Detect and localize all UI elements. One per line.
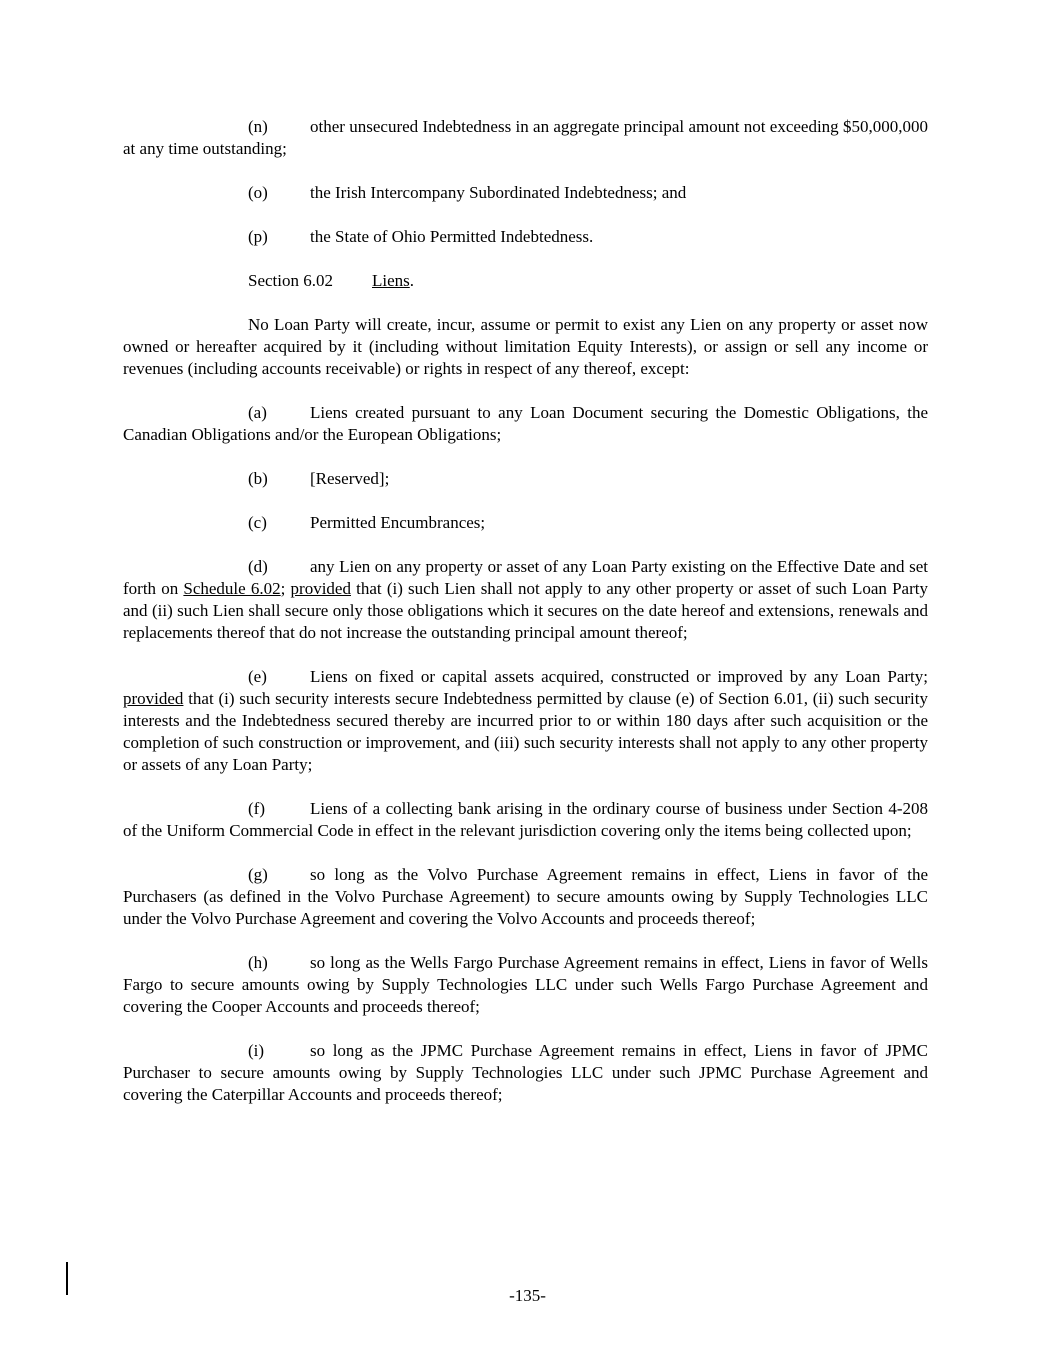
text-run: so long as the Volvo Purchase Agreement remains in effect, Liens in favor of the Purchasers (as defined in the Volvo Purchase Agreement) to secure amounts owing by Supply Technologies LLC under the Volvo Purchase Agreement and covering the Volvo Accounts and proceeds thereof; [123, 865, 928, 928]
underlined-text: provided [123, 689, 184, 708]
paragraph-label: (b) [248, 469, 268, 488]
text-run: Permitted Encumbrances; [310, 513, 486, 532]
paragraph [123, 314, 928, 380]
underlined-text: Liens [372, 271, 410, 290]
text-run: . [409, 271, 415, 290]
text-run: Liens of a collecting bank arising in the ordinary course of business under Section 4-208 of the Uniform Commercial Code in effect in the relevant jurisdiction covering only the items being collected upon; [123, 799, 928, 840]
text-run: ; [280, 579, 291, 598]
paragraph [123, 556, 928, 644]
paragraph-label: (c) [248, 513, 267, 532]
paragraph-label: (f) [248, 799, 265, 818]
paragraph-label: (g) [248, 865, 268, 884]
text-run: that (i) such Lien shall not apply to any other property or asset of such Loan Party and (ii) such Lien shall secure only those obligations which it secures on the date hereof and extensions, renewals and replacements thereof that do not increase the outstanding principal amount thereof; [123, 579, 928, 642]
paragraph-label: (a) [248, 403, 267, 422]
paragraph [123, 1040, 928, 1106]
text-run: the State of Ohio Permitted Indebtedness. [310, 227, 594, 246]
paragraph-label: (e) [248, 667, 267, 686]
paragraph-label: (o) [248, 183, 268, 202]
text-run: other unsecured Indebtedness in an aggregate principal amount not exceeding $50,000,000 at any time outstanding; [123, 117, 928, 158]
document-content [123, 116, 928, 1128]
paragraph-label: (n) [248, 117, 268, 136]
paragraph-label: (h) [248, 953, 268, 972]
paragraph [123, 116, 928, 160]
text-run: Liens on fixed or capital assets acquired, constructed or improved by any Loan Party; [310, 667, 928, 686]
text-run: that (i) such security interests secure Indebtedness permitted by clause (e) of Section 6.01, (ii) such security interests and the Indebtedness secured thereby are incurred prior to or within 180 days after such acquisition or the completion of such construction or improvement, and (iii) such security interests shall not apply to any other property or assets of any Loan Party; [123, 689, 928, 774]
paragraph [123, 182, 928, 204]
text-run: the Irish Intercompany Subordinated Indebtedness; and [310, 183, 687, 202]
paragraph-label: (p) [248, 227, 268, 246]
text-run: so long as the JPMC Purchase Agreement remains in effect, Liens in favor of JPMC Purchaser to secure amounts owing by Supply Technologies LLC under such JPMC Purchase Agreement and covering the Caterpillar Accounts and proceeds thereof; [123, 1041, 928, 1104]
text-run: Liens created pursuant to any Loan Document securing the Domestic Obligations, the Canadian Obligations and/or the European Obligations; [123, 403, 928, 444]
paragraph [123, 666, 928, 776]
section-heading [123, 270, 928, 292]
paragraph-label: (i) [248, 1041, 265, 1060]
paragraph [123, 512, 928, 534]
text-run: any Lien on any property or asset of any Loan Party existing on the Effective Date and set forth on [123, 557, 928, 598]
underlined-text: Schedule 6.02 [183, 579, 281, 598]
text-run: [Reserved]; [310, 469, 390, 488]
underlined-text: provided [290, 579, 351, 598]
paragraph [123, 952, 928, 1018]
paragraph [123, 864, 928, 930]
text-run: so long as the Wells Fargo Purchase Agreement remains in effect, Liens in favor of Wells Fargo to secure amounts owing by Supply Technologies LLC under such Wells Fargo Purchase Agreement and covering the Cooper Accounts and proceeds thereof; [123, 953, 928, 1016]
paragraph [123, 798, 928, 842]
paragraph [123, 468, 928, 490]
section-label: Section 6.02 [248, 271, 333, 290]
paragraph [123, 402, 928, 446]
paragraph-label: (d) [248, 557, 268, 576]
page-number: -135- [509, 1286, 546, 1305]
paragraph [123, 226, 928, 248]
text-run: No Loan Party will create, incur, assume or permit to exist any Lien on any property or asset now owned or hereafter acquired by it (including without limitation Equity Interests), or assign or sell any income or revenues (including accounts receivable) or rights in respect of any thereof, except: [123, 315, 928, 378]
